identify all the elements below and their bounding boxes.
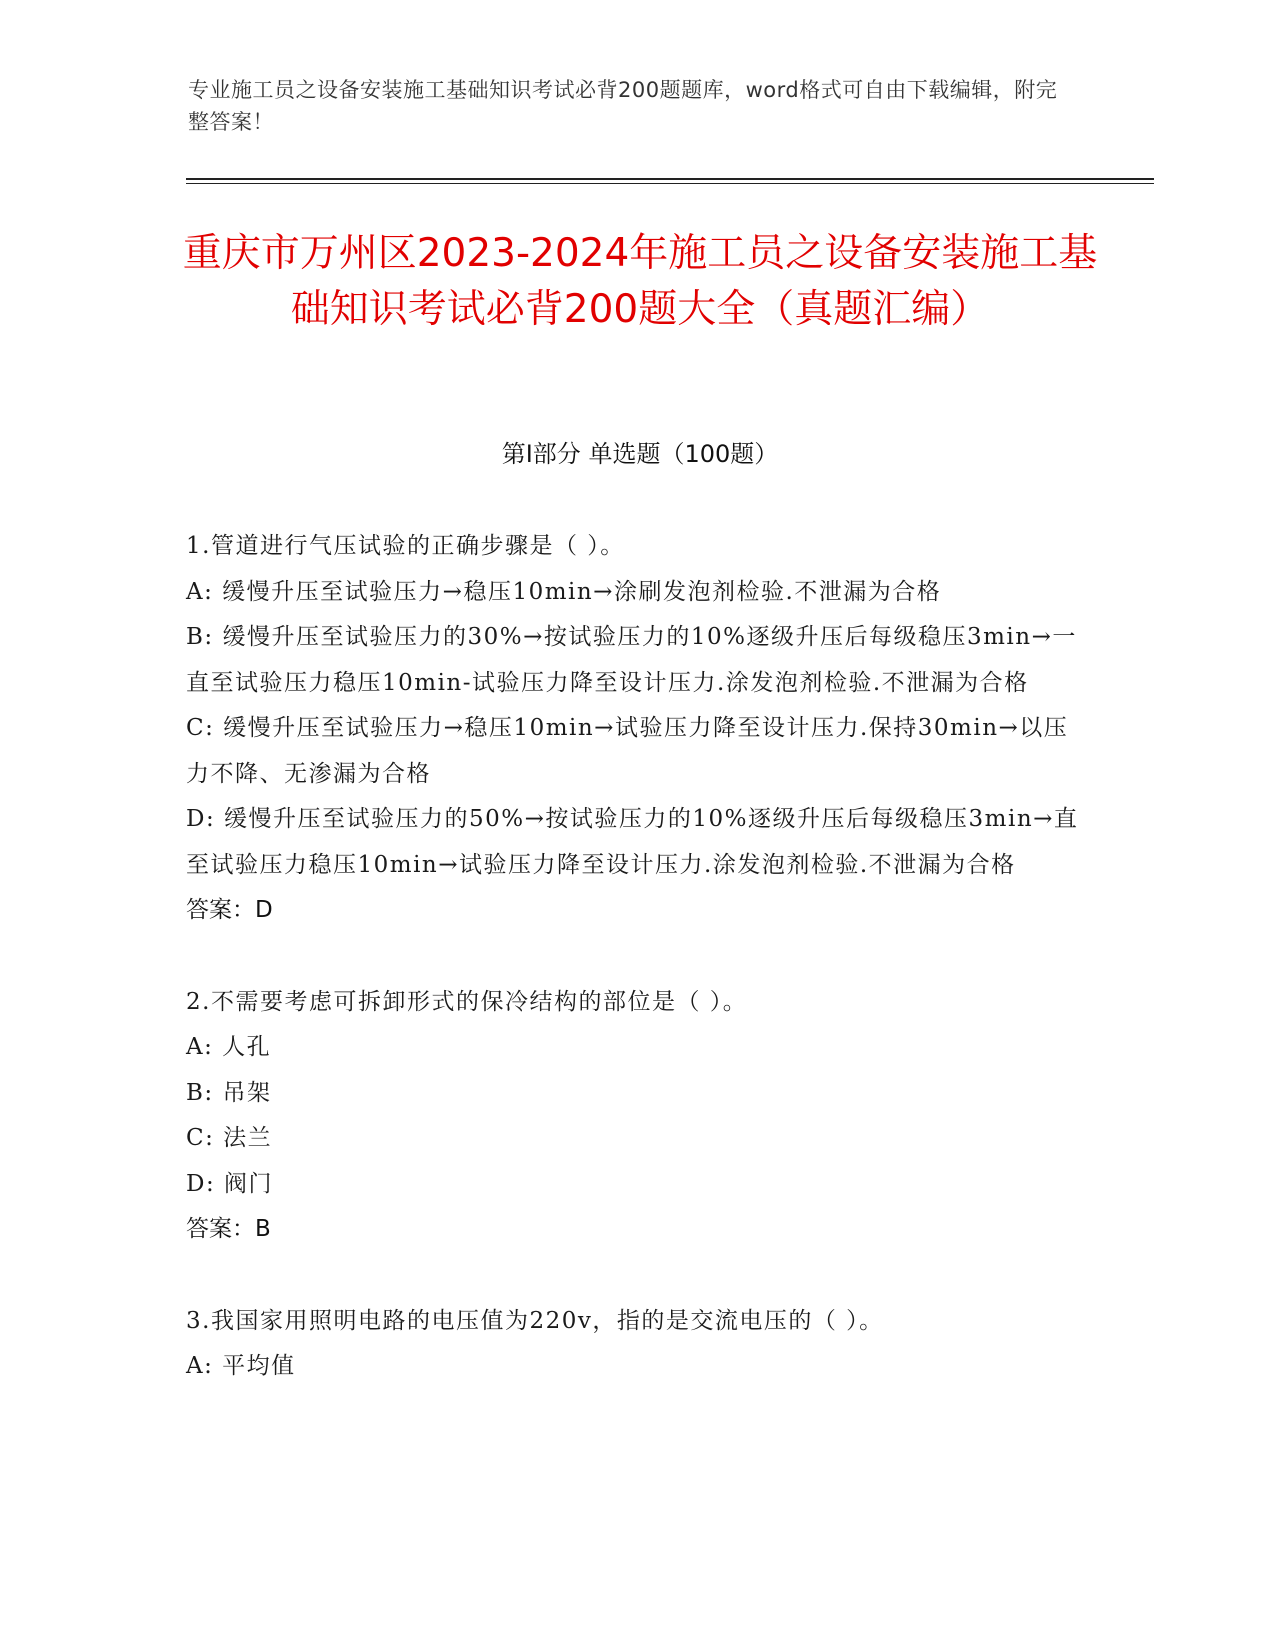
header-divider-thick: [186, 178, 1154, 180]
answer-label: 答案：B: [186, 1216, 271, 1242]
option-c: C: 缓慢升压至试验压力→稳压10min→试验压力降至设计压力.保持30min→以压力不降、无渗漏为合格: [186, 715, 1069, 787]
option-d: D: 缓慢升压至试验压力的50%→按试验压力的10%逐级升压后每级稳压3min→直至试验压力稳压10min→试验压力降至设计压力.涂发泡剂检验.不泄漏为合格: [186, 806, 1079, 878]
option-d: D: 阀门: [186, 1170, 274, 1197]
question-stem: 3.我国家用照明电路的电压值为220v，指的是交流电压的（ ）。: [186, 1307, 884, 1334]
question-stem: 2.不需要考虑可拆卸形式的保冷结构的部位是（ ）。: [186, 988, 748, 1015]
option-b: B: 吊架: [186, 1079, 272, 1106]
header-divider-thin: [186, 183, 1154, 184]
document-title: 重庆市万州区2023-2024年施工员之设备安装施工基础知识考试必背200题大全（真题汇编）: [182, 231, 1098, 332]
option-a: A: 平均值: [186, 1353, 296, 1379]
header-note: 专业施工员之设备安装施工基础知识考试必背200题题库，word格式可自由下载编辑，附完整答案！: [188, 78, 1058, 134]
question-3: [186, 1299, 1086, 1390]
question-1: [186, 524, 1086, 934]
question-2: [186, 980, 1086, 1253]
option-b: B: 缓慢升压至试验压力的30%→按试验压力的10%逐级升压后每级稳压3min→一直至试验压力稳压10min-试验压力降至设计压力.涂发泡剂检验.不泄漏为合格: [186, 624, 1077, 696]
question-stem: 1.管道进行气压试验的正确步骤是（ ）。: [186, 533, 625, 559]
question-list: [186, 524, 1086, 1436]
section-heading: 第I部分 单选题（100题）: [501, 440, 779, 468]
option-a: A: 缓慢升压至试验压力→稳压10min→涂刷发泡剂检验.不泄漏为合格: [186, 578, 942, 605]
answer-label: 答案：D: [186, 897, 273, 923]
option-a: A: 人孔: [186, 1034, 272, 1060]
option-c: C: 法兰: [186, 1125, 273, 1151]
